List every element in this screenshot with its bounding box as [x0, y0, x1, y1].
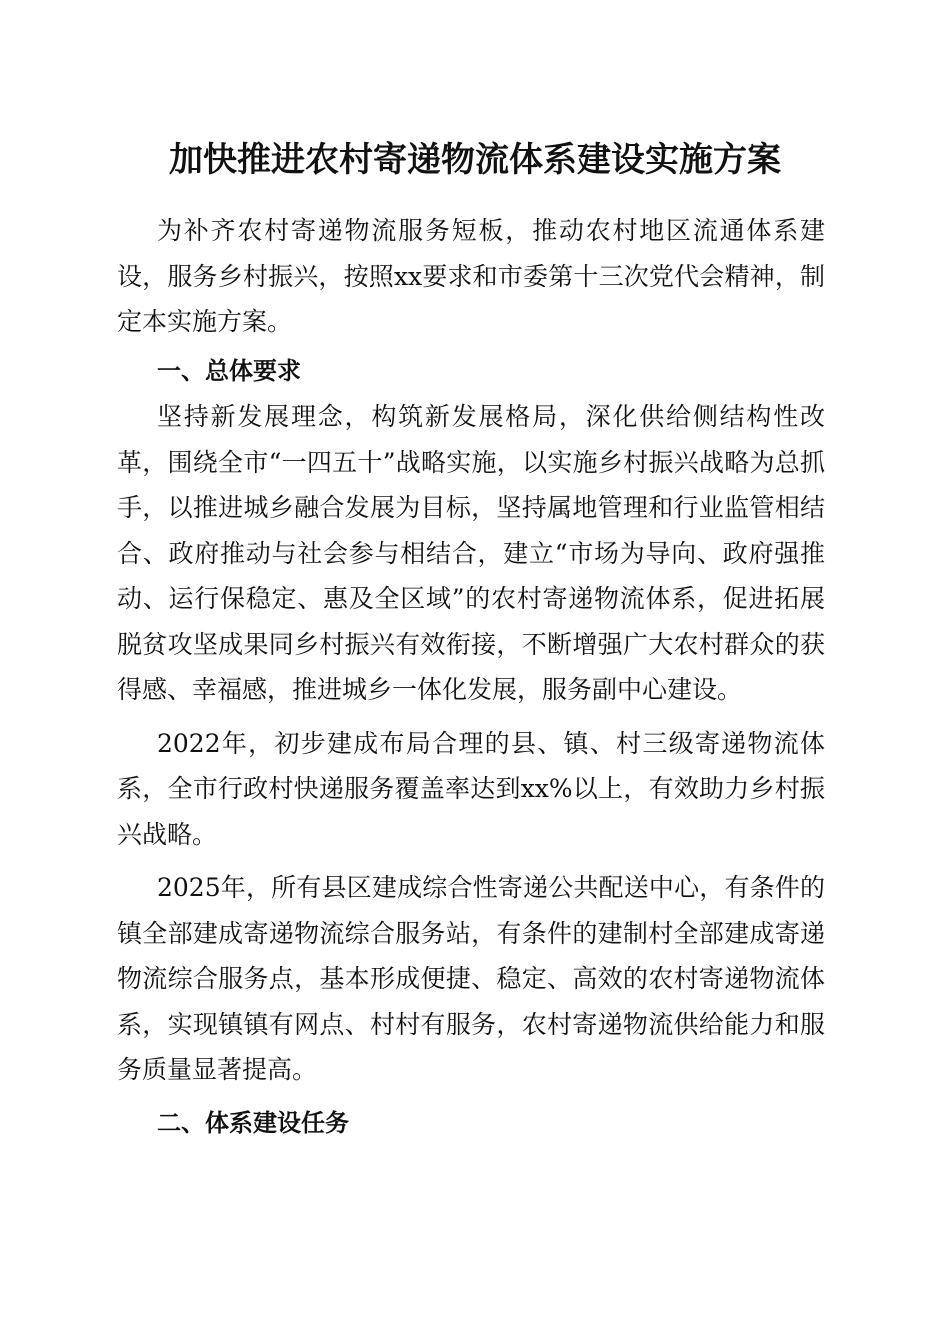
- section-heading-construction-tasks: 二、体系建设任务: [157, 1108, 349, 1137]
- document-title: 加快推进农村寄递物流体系建设实施方案: [169, 140, 781, 180]
- paragraph-goal-2022: 2022年，初步建成布局合理的县、镇、村三级寄递物流体系，全市行政村快递服务覆盖率达到xx%以上，有效助力乡村振兴战略。: [117, 728, 825, 849]
- paragraph-principles: 坚持新发展理念，构筑新发展格局，深化供给侧结构性改革，围绕全市“一四五十”战略实施，以实施乡村振兴战略为总抓手，以推进城乡融合发展为目标，坚持属地管理和行业监管相结合、政府推动与社会参与相结合，建立“市场为导向、政府强推动、运行保稳定、惠及全区域”的农村寄递物流体系，促进拓展脱贫攻坚成果同乡村振兴有效衔接，不断增强广大农村群众的获得感、幸福感，推进城乡一体化发展，服务副中心建设。: [117, 402, 825, 704]
- intro-paragraph: 为补齐农村寄递物流服务短板，推动农村地区流通体系建设，服务乡村振兴，按照xx要求和市委第十三次党代会精神，制定本实施方案。: [117, 216, 825, 336]
- paragraph-goal-2025: 2025年，所有县区建成综合性寄递公共配送中心，有条件的镇全部建成寄递物流综合服务站，有条件的建制村全部建成寄递物流综合服务点，基本形成便捷、稳定、高效的农村寄递物流体系，实现镇镇有网点、村村有服务，农村寄递物流供给能力和服务质量显著提高。: [117, 873, 825, 1084]
- section-heading-general-requirements: 一、总体要求: [157, 356, 301, 385]
- document-body: [117, 208, 825, 1146]
